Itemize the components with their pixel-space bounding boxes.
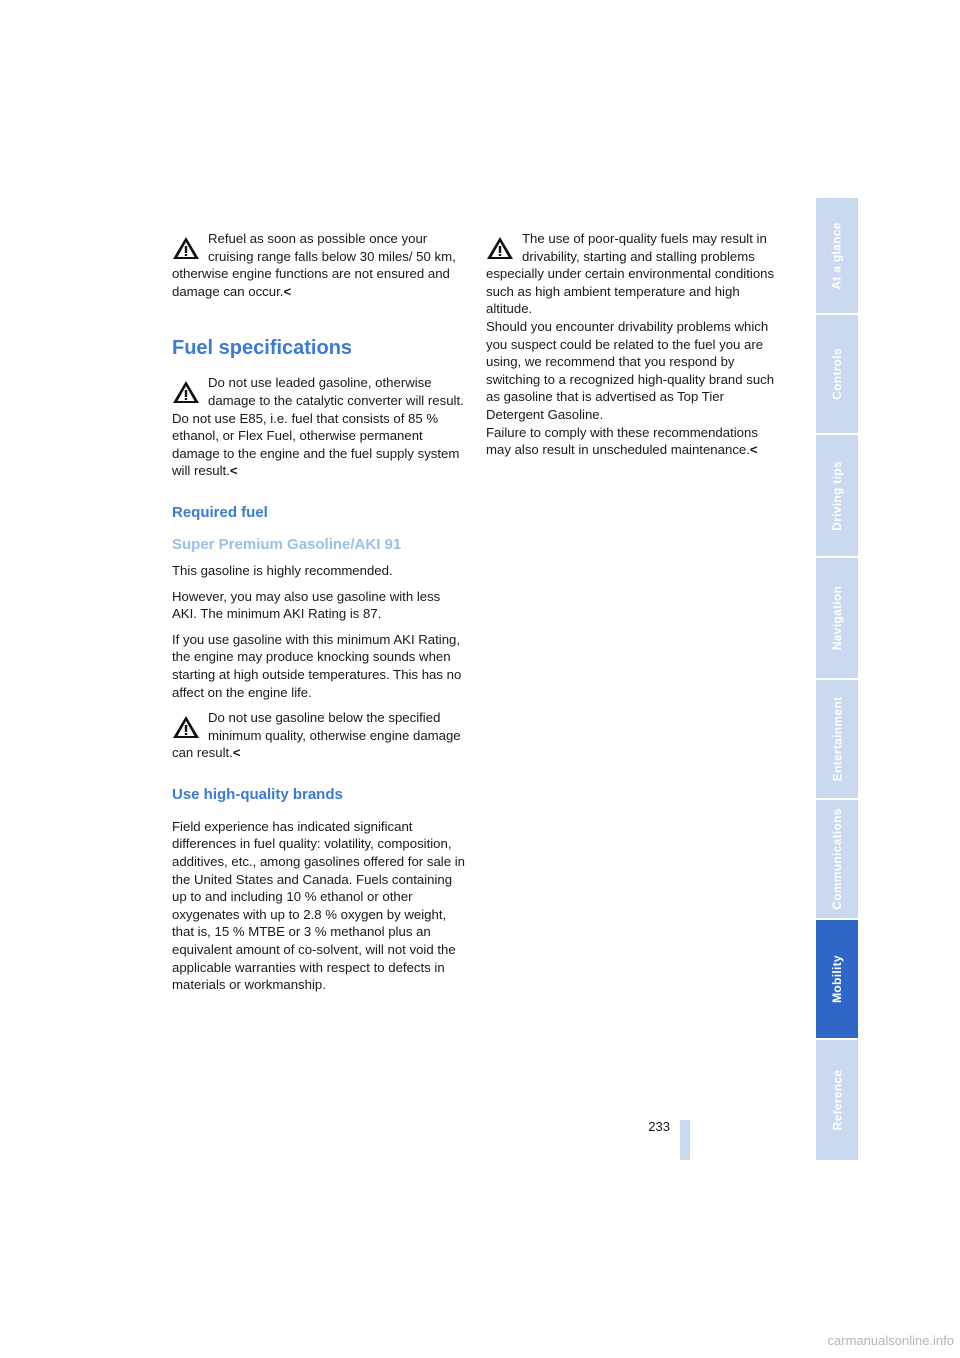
sidebar-tab-label: Mobility (830, 955, 845, 1003)
warning-block-poor-quality (486, 230, 780, 459)
heading-required-fuel: Required fuel (172, 503, 268, 521)
warning-quality-line-2: minimum quality, otherwise engine damage can result. (172, 727, 461, 761)
end-marker: < (283, 283, 292, 299)
sidebar-tab-communications[interactable] (816, 800, 858, 918)
sidebar-tab-entertainment[interactable] (816, 680, 858, 798)
sidebar-tab-mobility[interactable] (816, 920, 858, 1038)
warning-poor-line-4: Failure to comply with these recommendations may also result in unscheduled maintenance. (486, 424, 758, 458)
page-number-bar (680, 1120, 690, 1160)
sidebar-tab-driving-tips[interactable] (816, 435, 858, 556)
paragraph-field-experience: Field experience has indicated significant differences in fuel quality: volatility, composition, additives, etc., among gasolines offered for sale in the United States and Canada. Fuels containing up to and including 10 % ethanol or other oxygenates with up to 2.8 % oxygen by weight, that is, 15 % MTBE or 3 % methanol plus an equivalent amount of co-solvent, will not void the applicable warranties with respect to defects in materials or workmanship. (172, 818, 465, 993)
heading-super-premium: Super Premium Gasoline/AKI 91 (172, 535, 402, 553)
warning-refuel-line-1: Refuel as soon as possible once your (208, 231, 428, 246)
page-number: 233 (648, 1119, 670, 1134)
warning-poor-line-2: drivability, starting and stalling problems especially under certain environmental conditions such as high ambient temperature and high altitude. (486, 248, 775, 317)
sidebar-tab-label: Entertainment (830, 696, 845, 782)
warning-block-refuel (172, 230, 466, 300)
end-marker: < (229, 463, 238, 479)
paragraph-less-aki: However, you may also use gasoline with less AKI. The minimum AKI Rating is 87. (172, 588, 441, 622)
end-marker: < (232, 745, 241, 761)
warning-leaded-line-2: damage to the catalytic converter will result. (208, 392, 464, 408)
warning-quality-line-1: Do not use gasoline below the specified (208, 710, 441, 726)
warning-triangle-icon (172, 236, 200, 260)
sidebar-tab-navigation[interactable] (816, 558, 858, 678)
watermark: carmanualsonline.info (827, 1333, 954, 1348)
right-column (486, 230, 780, 459)
warning-triangle-icon (486, 236, 514, 260)
warning-triangle-icon (172, 380, 200, 404)
sidebar-tab-label: Navigation (830, 585, 844, 651)
sidebar-tab-label: At a glance (830, 221, 845, 290)
left-column (172, 230, 466, 1002)
end-marker: < (749, 442, 758, 458)
warning-poor-line-3: Should you encounter drivability problems which you suspect could be related to the fuel you are using, we recommend that you respond by switching to a recognized high-quality brand such as gasoline that is advertised as Top Tier Detergent Gasoline. (486, 318, 775, 422)
warning-leaded-line-1: Do not use leaded gasoline, otherwise (208, 375, 432, 391)
heading-high-quality-brands: Use high-quality brands (172, 785, 343, 803)
warning-triangle-icon (172, 715, 200, 739)
sidebar-tab-label: Driving tips (830, 460, 845, 531)
warning-leaded-line-3: Do not use E85, i.e. fuel that consists of 85 % ethanol, or Flex Fuel, otherwise permanent damage to the engine and the fuel supply system will result. (172, 410, 460, 479)
sidebar-tab-label: Reference (830, 1069, 845, 1131)
sidebar-tab-label: Communications (830, 808, 845, 910)
heading-fuel-specifications: Fuel specifications (172, 337, 353, 360)
sidebar-tab-label: Controls (830, 348, 845, 400)
sidebar-tab-at-a-glance[interactable] (816, 198, 858, 313)
warning-refuel-line-2: cruising range falls below 30 miles/ 50 km, otherwise engine functions are not ensured and damage can occur. (172, 248, 456, 299)
paragraph-knocking: If you use gasoline with this minimum AKI Rating, the engine may produce knocking sounds when starting at high outside temperatures. This has no affect on the engine life. (172, 631, 462, 700)
paragraph-recommended: This gasoline is highly recommended. (172, 562, 393, 578)
warning-block-minimum-quality (172, 709, 466, 762)
sidebar-tab-controls[interactable] (816, 315, 858, 433)
chapter-sidebar (816, 198, 858, 1160)
warning-block-leaded (172, 374, 466, 480)
sidebar-tab-reference[interactable] (816, 1040, 858, 1160)
warning-poor-line-1: The use of poor-quality fuels may result in (522, 231, 767, 246)
